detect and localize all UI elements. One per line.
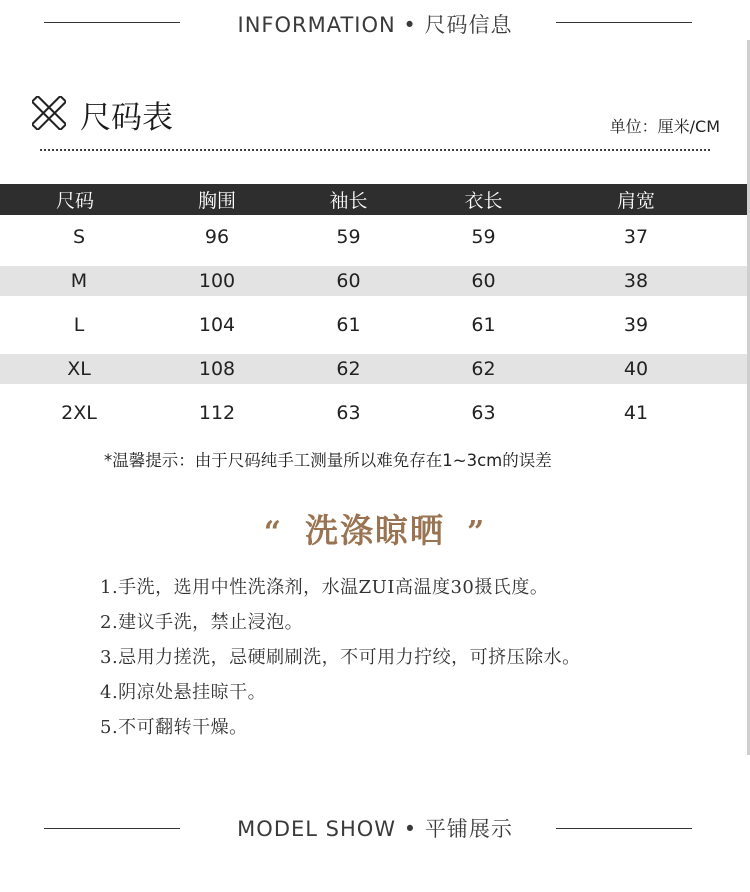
size-tip: *温馨提示：由于尺码纯手工测量所以难免存在1~3cm的误差 bbox=[104, 451, 552, 470]
cell-shoulder: 39 bbox=[623, 314, 649, 336]
info-title-cn: 尺码信息 bbox=[424, 13, 513, 37]
table-row bbox=[0, 391, 750, 435]
info-title-en: INFORMATION bbox=[237, 13, 396, 37]
model-section-title bbox=[0, 813, 750, 843]
cell-size: S bbox=[72, 226, 86, 248]
cell-chest: 100 bbox=[198, 270, 236, 292]
cell-length: 62 bbox=[471, 358, 496, 380]
size-chart-heading bbox=[32, 92, 173, 137]
close-quote: ” bbox=[467, 515, 487, 550]
table-row bbox=[0, 215, 750, 259]
table-row bbox=[0, 266, 750, 296]
crossed-ruler-icon bbox=[32, 96, 66, 134]
cell-size: 2XL bbox=[61, 402, 97, 424]
cell-chest: 96 bbox=[204, 226, 230, 248]
cell-sleeve: 60 bbox=[336, 270, 361, 292]
cell-sleeve: 62 bbox=[336, 358, 361, 380]
wash-title-text: 洗涤晾晒 bbox=[305, 511, 445, 550]
cell-length: 61 bbox=[471, 314, 496, 336]
cell-chest: 108 bbox=[198, 358, 236, 380]
cell-shoulder: 37 bbox=[623, 226, 649, 248]
cell-length: 63 bbox=[471, 402, 496, 424]
table-row bbox=[0, 303, 750, 347]
size-table-header bbox=[0, 184, 750, 215]
cell-shoulder: 40 bbox=[623, 358, 649, 380]
cell-sleeve: 61 bbox=[336, 314, 361, 336]
cell-chest: 112 bbox=[198, 402, 236, 424]
cell-sleeve: 59 bbox=[336, 226, 361, 248]
size-chart-title: 尺码表 bbox=[80, 100, 173, 136]
model-title-en: MODEL SHOW bbox=[237, 817, 397, 841]
list-item: 4.阴凉处悬挂晾干。 bbox=[100, 682, 267, 703]
dotted-divider bbox=[40, 149, 710, 151]
model-title-dot: • bbox=[403, 817, 418, 841]
open-quote: “ bbox=[263, 515, 283, 550]
size-chart-unit: 单位：厘米/CM bbox=[609, 117, 720, 136]
col-header-shoulder: 肩宽 bbox=[616, 190, 655, 212]
cell-sleeve: 63 bbox=[336, 402, 361, 424]
cell-length: 59 bbox=[471, 226, 496, 248]
cell-chest: 104 bbox=[198, 314, 236, 336]
size-table bbox=[0, 184, 750, 435]
table-row bbox=[0, 354, 750, 384]
info-section-title bbox=[0, 9, 750, 39]
col-header-length: 衣长 bbox=[464, 190, 503, 212]
col-header-sleeve: 袖长 bbox=[329, 190, 368, 212]
model-title-cn: 平铺展示 bbox=[424, 817, 513, 841]
cell-shoulder: 41 bbox=[623, 402, 649, 424]
list-item: 2.建议手洗，禁止浸泡。 bbox=[100, 612, 304, 633]
col-header-chest: 胸围 bbox=[197, 190, 236, 212]
cell-length: 60 bbox=[471, 270, 496, 292]
list-item: 1.手洗，选用中性洗涤剂，水温ZUI高温度30摄氏度。 bbox=[100, 577, 549, 598]
cell-size: XL bbox=[67, 358, 91, 380]
cell-shoulder: 38 bbox=[623, 270, 649, 292]
list-item: 3.忌用力搓洗，忌硬刷刷洗，不可用力拧绞，可挤压除水。 bbox=[100, 647, 581, 668]
cell-size: M bbox=[70, 270, 88, 292]
wash-section-title bbox=[0, 505, 750, 552]
info-title-dot: • bbox=[403, 13, 417, 37]
cell-size: L bbox=[73, 314, 85, 336]
col-header-size: 尺码 bbox=[56, 190, 95, 212]
wash-instructions bbox=[100, 573, 581, 748]
list-item: 5.不可翻转干燥。 bbox=[100, 717, 248, 738]
